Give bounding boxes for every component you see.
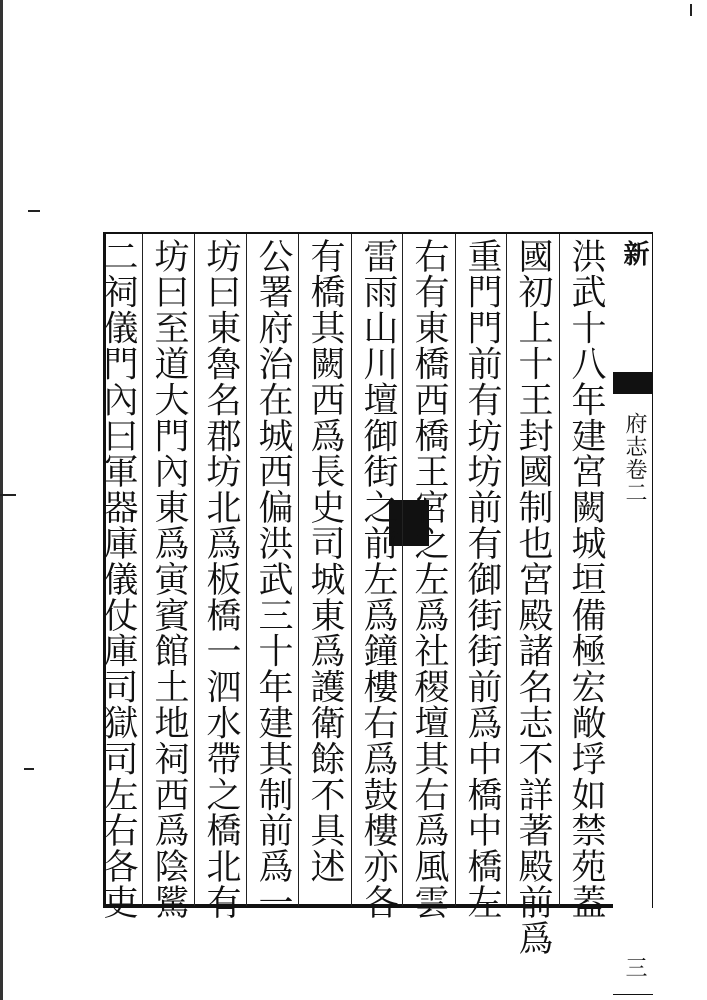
column-text: 國初上十王封國制也宮殿諸名志不詳著殿前爲: [513, 238, 553, 956]
page-gutter: [613, 232, 653, 978]
gutter-title: 新: [619, 240, 649, 266]
scan-mark: [28, 210, 40, 212]
fishtail-mark: [613, 372, 652, 394]
column-rule: [559, 234, 560, 906]
text-column: [92, 238, 144, 921]
column-text: 雷雨山川壇御街之前左爲鐘樓右爲鼓樓亦各: [358, 238, 398, 921]
text-column: [247, 238, 299, 921]
scan-mark: [690, 4, 692, 16]
scan-mark: [0, 494, 16, 496]
text-column: [143, 238, 195, 921]
column-text: 坊曰東魯名郡坊北爲板橋一泗水帶之橋北有: [201, 238, 241, 921]
column-text: 公署府治在城西偏洪武三十年建其制前爲一: [253, 238, 293, 921]
column-text: 洪武十八年建宮闕城垣備極宏敞垺如禁苑蓋: [566, 238, 606, 921]
text-column: [195, 238, 247, 921]
column-rule: [351, 234, 352, 906]
folio-number: 三: [622, 956, 647, 978]
scan-mark: [24, 768, 34, 770]
page-left-edge: [0, 0, 3, 1000]
column-text: 重門門前有坊坊前有御街街前爲中橋中橋左: [462, 238, 502, 921]
text-column: [560, 238, 612, 921]
column-text: 右有東橋西橋王宮之左爲社稷壇其右爲風雲: [409, 238, 449, 921]
text-column: [403, 238, 455, 921]
text-column: [456, 238, 508, 921]
column-text: 有橋其闕西爲長史司城東爲護衛餘不具述: [305, 238, 345, 885]
column-text: 坊曰至道大門內東爲寅賓館土地祠西爲陰騭: [149, 238, 189, 921]
text-column: [352, 238, 404, 921]
gutter-chapter: 府志卷二: [622, 412, 647, 504]
text-column: [299, 238, 351, 904]
gutter-rule: [613, 994, 653, 995]
text-block-frame: [98, 232, 613, 956]
column-text: 二祠儀門內曰軍器庫儀仗庫司獄司左右各吏: [98, 238, 138, 921]
column-rule: [455, 234, 456, 906]
text-column: [507, 238, 559, 956]
